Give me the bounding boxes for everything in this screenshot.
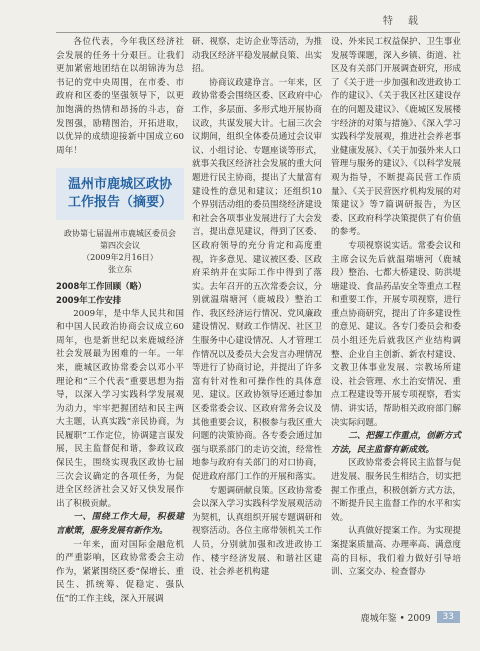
page-footer	[310, 609, 460, 625]
body-paragraph: 一年来，面对国际金融危机的严重影响，区政协常委会主动作为，紧紧围绕区委“保增长、重民生、抓统筹、促稳定、强队伍”的工作主线，深入开展调	[56, 539, 184, 604]
body-paragraph: 认真做好提案工作。为实现提案提案质量高、办理率高、满意度高的目标，我们着力做好引导培训、立案交办、检查督办	[331, 526, 461, 578]
body-paragraph: 设、外来民工权益保护、卫生事业发展等课题，深入乡镇、街道、社区及有关部门开展调查研究，形成了《关于进一步加强和改进政协工作的建议》、《关于我区社区建设存在的问题及建议》、《鹿城区发展楼宇经济的对策与措施》、《深入学习实践科学发展观，推进社会养老事业健康发展》、《关于加强外来人口管理与服务的建议》、《以科学发展观为指导，不断提高民营工作质量》、《关于民营医疗机构发展的对策建议》等7篇调研报告，为区委、区政府科学决策提供了有价值的参考。	[331, 37, 461, 238]
meta-line-1: 政协第七届温州市鹿城区委员会	[64, 229, 176, 239]
column-3	[331, 36, 461, 580]
report-title: 温州市鹿城区政协工作报告（摘要）	[67, 177, 172, 211]
report-title-box	[56, 168, 184, 220]
intro-paragraph: 各位代表，今年我区经济社会发展的任务十分艰巨。让我们更加紧密地团结在以胡锦涛为总书记的党中央周围，在市委、市政府和区委的坚强领导下，以更加饱满的热情和昂扬的斗志，奋发图强，励精图治，开拓进取，以优异的成绩迎接新中国成立60周年！	[56, 37, 184, 156]
review-heading: 2008年工作回顾（略）	[56, 281, 147, 292]
body-paragraph: 2009年，是中华人民共和国和中国人民政治协商会议成立60周年，也是新世纪以来鹿城经济社会发展最为困难的一年。一年来，鹿城区政协常委会以邓小平理论和“三个代表”重要思想为指导，以深入学习实践科学发展观为动力，牢牢把握团结和民主两大主题，认真实践“亲民协商，为民履职”工作定位，协调建言谋发展，民主监督促和谐，参政议政保民生，围绕实现我区政协七届三次会议确定的各项任务，为促进全区经济社会又好又快发展作出了积极贡献。	[56, 308, 184, 509]
body-paragraph: 专项视察说实话。常委会议和主席会议先后就温瑞塘河（鹿城段）整治、七都大桥建设、防洪堤塘建设、食品药品安全等重点工程和重要工作，开展专项视察，进行重点协商研究，提出了许多建设性的意见、建议。各专门委员会和委员小组还先后就我区产业结构调整、企业自主创新、新农村建设、文教卫体事业发展、宗教场所建设、社会管理、水土治安情况、重点工程建设等开展专项视察，看实情、讲实话，帮助相关政府部门解决实际问题。	[331, 240, 461, 428]
meta-line-2: 第四次会议	[100, 241, 140, 251]
section-heading-2: 二、把握工作重点，创新方式方法，民主监督有新成效。	[331, 431, 461, 455]
body-paragraph: 协商议政建诤言。一年来，区政协常委会围绕区委、区政府中心工作，多层面、多形式地开展协商议政，共谋发展大计。七届三次会议期间，组织全体委员通过会议审议、小组讨论、专题座谈等形式，就事关我区经济社会发展的重大问题进行民主协商，提出了大量富有建设性的意见和建议；还组织10个界别活动组的委员围绕经济建设和社会各项事业发展进行了大会发言，提出意见建议，得到了区委、区政府领导的充分肯定和高度重视，许多意见、建议被区委、区政府采纳并在实际工作中得到了落实。去年召开的五次常委会议，分别就温瑞塘河（鹿城段）整治工作、我区经济运行情况、党风廉政建设情况、财政工作情况、社区卫生服务中心建设情况、人才管理工作情况以及委员大会发言办理情况等进行了协商讨论，并提出了许多富有针对性和可操作性的具体意见、建议。区政协领导还通过参加区委常委会议、区政府常务会议及其他重要会议，积极参与我区重大问题的决策协商。各专委会通过加强与联系部门的走访交流，经常性地参与政府有关部门的对口协商，促进政府部门工作的开展和落实。	[192, 77, 322, 482]
meta-line-3: （2009年2月16日）	[82, 253, 158, 263]
meta-author: 张立东	[108, 265, 132, 275]
plan-heading: 2009年工作安排	[56, 294, 122, 305]
section-tag: 特 载	[382, 16, 424, 27]
body-paragraph: 区政协常委会将民主监督与促进发展、服务民生相结合，切实把握工作重点，积极创新方式方法，不断提升民主监督工作的水平和实效。	[331, 458, 461, 523]
column-1	[56, 36, 184, 607]
body-paragraph: 专题调研献良策。区政协常委会以深入学习实践科学发展观活动为契机，认真组织开展专题调研和视察活动。各位主席带领机关工作人员，分别就加强和改进政协工作、楼宇经济发展、和谐社区建设、社会养老机构建	[192, 485, 322, 578]
footer-label: 鹿城年鉴 • 2009	[360, 613, 431, 624]
header-rule	[56, 32, 460, 33]
page-number: 33	[437, 611, 460, 623]
section-heading-1: 一、围绕工作大局，积极建言献策，服务发展有新作为。	[56, 512, 184, 537]
body-paragraph: 研、视察、走访企业等活动，为推动我区经济平稳发展献良策、出实招。	[192, 37, 322, 75]
report-meta	[56, 228, 184, 276]
column-2	[192, 36, 322, 580]
